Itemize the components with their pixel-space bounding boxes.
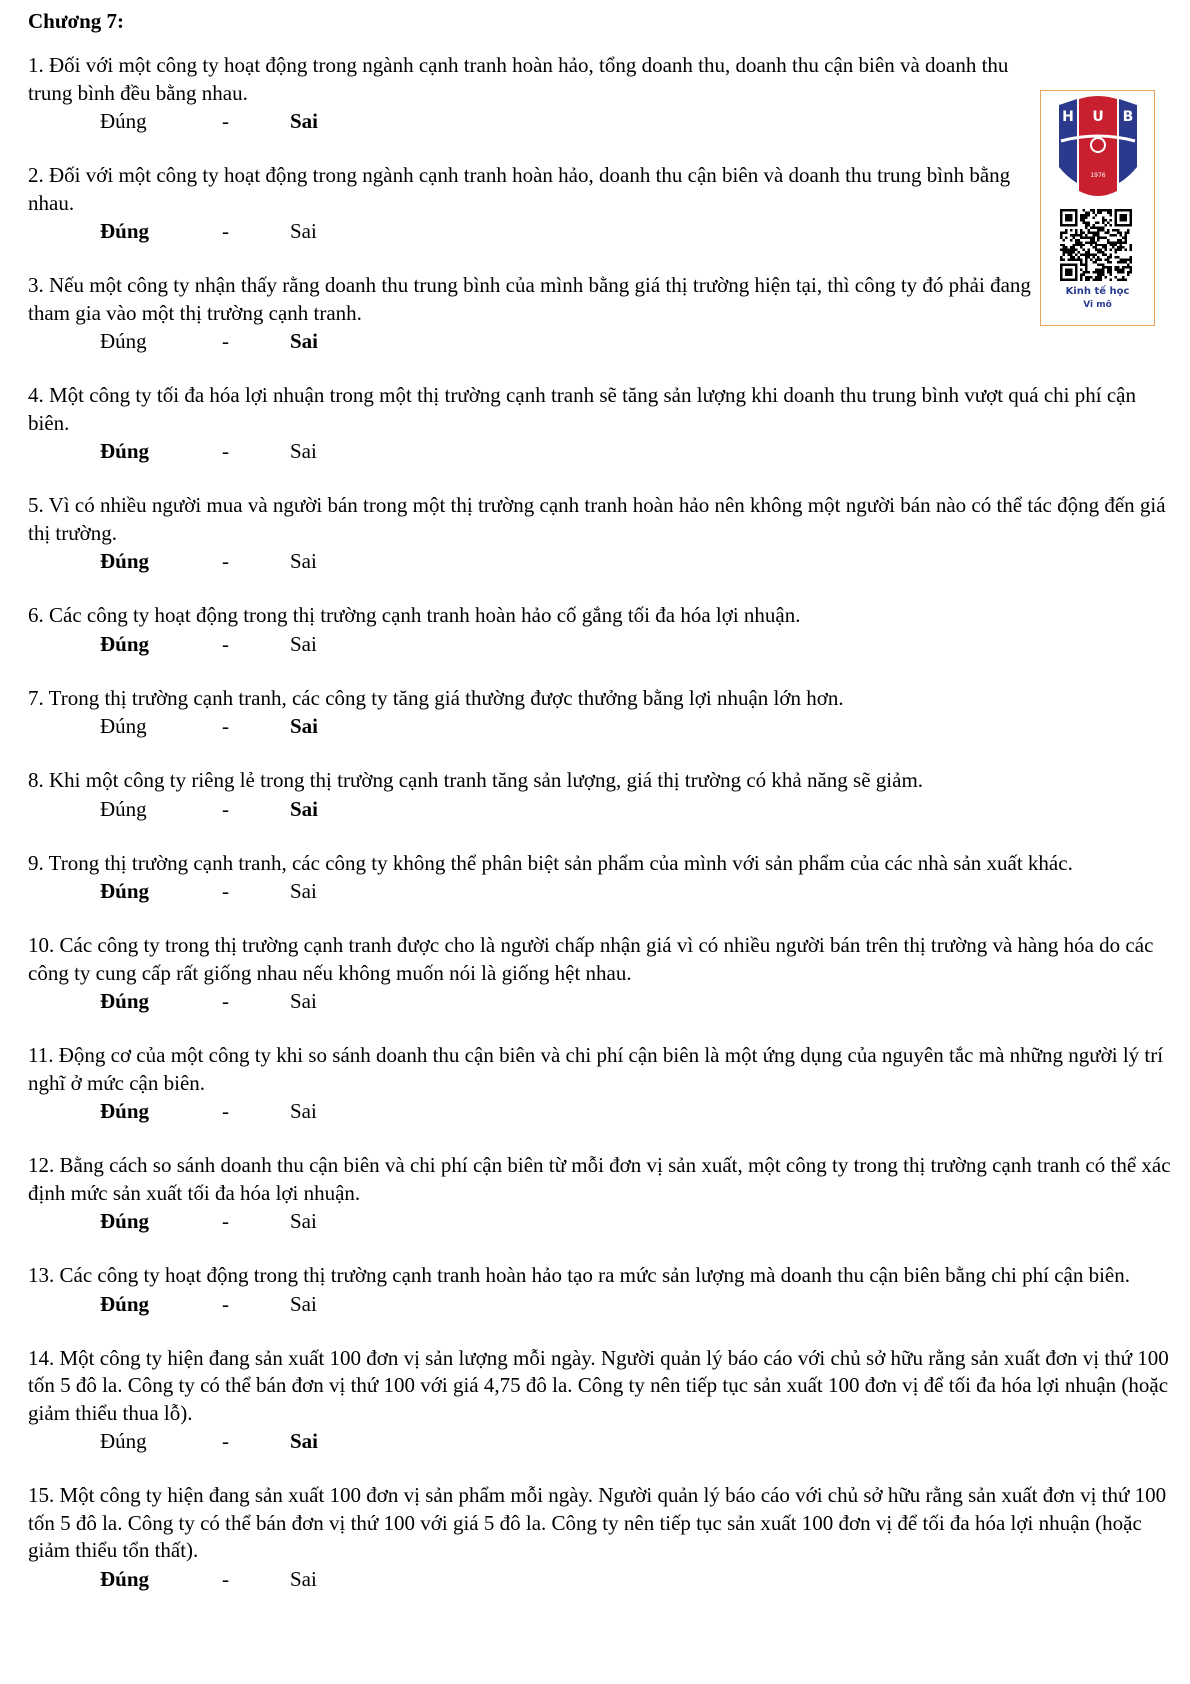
logo-letter-h: H (1062, 109, 1074, 125)
answer-separator: - (222, 1099, 229, 1123)
question-text: 3. Nếu một công ty nhận thấy rằng doanh thu trung bình của mình bằng giá thị trường hiện tại, thì công ty đó phải đang tham gia vào một thị trường cạnh tranh. (28, 273, 1031, 325)
answer-row (28, 327, 1178, 355)
question-item (28, 162, 1178, 245)
answer-option-sai: Sai (290, 109, 319, 133)
answer-row (28, 795, 1178, 823)
answer-option-dung: Đúng (100, 1209, 150, 1233)
logo-year: 1976 (1090, 172, 1106, 179)
question-text: 9. Trong thị trường cạnh tranh, các công ty không thể phân biệt sản phẩm của mình với sản phẩm của các nhà sản xuất khác. (28, 850, 1073, 875)
answer-option-sai: Sai (290, 1429, 319, 1453)
question-text: 4. Một công ty tối đa hóa lợi nhuận trong một thị trường cạnh tranh sẽ tăng sản lượng khi doanh thu trung bình vượt quá chi phí cận biên. (28, 383, 1136, 435)
question-item (28, 767, 1178, 823)
question-item (28, 932, 1178, 1015)
answer-separator: - (222, 549, 229, 573)
answer-row (28, 630, 1178, 658)
answer-option-dung: Đúng (100, 109, 147, 133)
hub-shield-logo (1041, 91, 1156, 206)
answer-row (28, 1290, 1178, 1318)
answer-separator: - (222, 631, 229, 656)
answer-option-dung: Đúng (100, 989, 150, 1013)
answer-option-dung: Đúng (100, 219, 150, 243)
answer-row (28, 437, 1178, 465)
question-text: 5. Vì có nhiều người mua và người bán trong một thị trường cạnh tranh hoàn hảo nên không một người bán nào có thể tác động đến giá thị trường. (28, 493, 1166, 545)
question-item (28, 52, 1178, 135)
answer-option-dung: Đúng (100, 1566, 150, 1591)
question-text: 12. Bằng cách so sánh doanh thu cận biên và chi phí cận biên từ mỗi đơn vị sản xuất, một công ty trong thị trường cạnh tranh có thể xác định mức sản xuất tối đa hóa lợi nhuận. (28, 1153, 1171, 1205)
answer-option-dung: Đúng (100, 329, 147, 353)
question-text: 7. Trong thị trường cạnh tranh, các công ty tăng giá thường được thưởng bằng lợi nhuận lớn hơn. (28, 685, 844, 710)
question-item (28, 492, 1178, 575)
answer-option-sai: Sai (290, 631, 317, 656)
answer-separator: - (222, 329, 229, 353)
answer-separator: - (222, 439, 229, 463)
answer-separator: - (222, 219, 229, 243)
question-text: 14. Một công ty hiện đang sản xuất 100 đơn vị sản lượng mỗi ngày. Người quản lý báo cáo với chủ sở hữu rằng sản xuất đơn vị thứ 100 tốn 5 đô la. Công ty có thể bán đơn vị thứ 100 với giá 4,75 đô la. Công ty nên tiếp tục sản xuất 100 đơn vị để tối đa hóa lợi nhuận (hoặc giảm thiểu thua lỗ). (28, 1345, 1169, 1425)
answer-option-dung: Đúng (100, 1099, 150, 1123)
question-item (28, 1152, 1178, 1235)
answer-row (28, 1207, 1178, 1235)
answer-separator: - (222, 714, 229, 738)
answer-separator: - (222, 109, 229, 133)
chapter-title: Chương 7: (28, 9, 124, 33)
question-item (28, 1345, 1178, 1456)
question-item (28, 602, 1178, 658)
question-item (28, 382, 1178, 465)
answer-option-sai: Sai (290, 219, 317, 243)
answer-option-sai: Sai (290, 1209, 317, 1233)
answer-row (28, 877, 1178, 905)
answer-option-dung: Đúng (100, 1291, 150, 1316)
question-item (28, 1262, 1178, 1318)
question-list (28, 52, 1178, 1593)
answer-option-dung: Đúng (100, 796, 147, 821)
answer-option-dung: Đúng (100, 439, 150, 463)
answer-row (28, 1097, 1178, 1125)
answer-separator: - (222, 989, 229, 1013)
question-text: 10. Các công ty trong thị trường cạnh tranh được cho là người chấp nhận giá vì có nhiều người bán trên thị trường và hàng hóa do các công ty cung cấp rất giống nhau nếu không muốn nói là giống hệt nhau. (28, 933, 1154, 985)
question-item (28, 850, 1178, 906)
question-text: 11. Động cơ của một công ty khi so sánh doanh thu cận biên và chi phí cận biên là một ứng dụng của nguyên tắc mà những người lý trí nghĩ ở mức cận biên. (28, 1043, 1164, 1095)
answer-option-sai: Sai (290, 1099, 317, 1123)
answer-option-sai: Sai (290, 1566, 317, 1591)
answer-separator: - (222, 1291, 229, 1316)
answer-row (28, 1565, 1178, 1593)
answer-option-sai: Sai (290, 549, 317, 573)
answer-option-dung: Đúng (100, 714, 147, 738)
answer-row (28, 712, 1178, 740)
answer-separator: - (222, 1209, 229, 1233)
logo-letter-b: B (1122, 109, 1134, 125)
answer-option-sai: Sai (290, 879, 317, 903)
document-page (28, 10, 1178, 1620)
answer-option-dung: Đúng (100, 631, 150, 656)
question-item (28, 272, 1178, 355)
answer-option-dung: Đúng (100, 1429, 147, 1453)
answer-row (28, 107, 1178, 135)
answer-option-sai: Sai (290, 329, 319, 353)
question-item (28, 1482, 1178, 1593)
logo-caption-line1: Kinh tế học (1065, 286, 1130, 297)
question-text: 8. Khi một công ty riêng lẻ trong thị trường cạnh tranh tăng sản lượng, giá thị trường có khả năng sẽ giảm. (28, 768, 924, 792)
question-text: 15. Một công ty hiện đang sản xuất 100 đơn vị sản phẩm mỗi ngày. Người quản lý báo cáo với chủ sở hữu rằng sản xuất đơn vị thứ 100 tốn 5 đô la. Công ty có thể bán đơn vị thứ 100 với giá 5 đô la. Công ty nên tiếp tục sản xuất 100 đơn vị để tối đa hóa lợi nhuận (hoặc giảm thiểu tổn thất). (28, 1483, 1167, 1562)
question-item (28, 685, 1178, 741)
answer-option-dung: Đúng (100, 879, 150, 903)
answer-row (28, 547, 1178, 575)
question-text: 6. Các công ty hoạt động trong thị trường cạnh tranh hoàn hảo cố gắng tối đa hóa lợi nhuận. (28, 603, 801, 627)
answer-option-dung: Đúng (100, 549, 150, 573)
qr-code-icon (1060, 209, 1132, 281)
question-text: 13. Các công ty hoạt động trong thị trường cạnh tranh hoàn hảo tạo ra mức sản lượng mà doanh thu cận biên bằng chi phí cận biên. (28, 1263, 1130, 1287)
question-text: 2. Đối với một công ty hoạt động trong ngành cạnh tranh hoàn hảo, doanh thu cận biên và doanh thu trung bình bằng nhau. (28, 163, 1011, 215)
hub-logo-panel (1040, 90, 1155, 326)
logo-caption-line2: Vi mô (1083, 300, 1112, 310)
answer-option-sai: Sai (290, 1291, 317, 1316)
answer-option-sai: Sai (290, 714, 319, 738)
question-item (28, 1042, 1178, 1125)
answer-option-sai: Sai (290, 439, 317, 463)
answer-option-sai: Sai (290, 989, 317, 1013)
answer-separator: - (222, 1566, 229, 1591)
answer-row (28, 987, 1178, 1015)
answer-option-sai: Sai (290, 796, 319, 821)
logo-letter-u: U (1092, 109, 1104, 125)
answer-row (28, 217, 1178, 245)
answer-separator: - (222, 879, 229, 903)
question-text: 1. Đối với một công ty hoạt động trong ngành cạnh tranh hoàn hảo, tổng doanh thu, doanh thu cận biên và doanh thu trung bình đều bằng nhau. (28, 53, 1009, 105)
answer-separator: - (222, 1429, 229, 1453)
answer-separator: - (222, 796, 229, 821)
answer-row (28, 1427, 1178, 1455)
